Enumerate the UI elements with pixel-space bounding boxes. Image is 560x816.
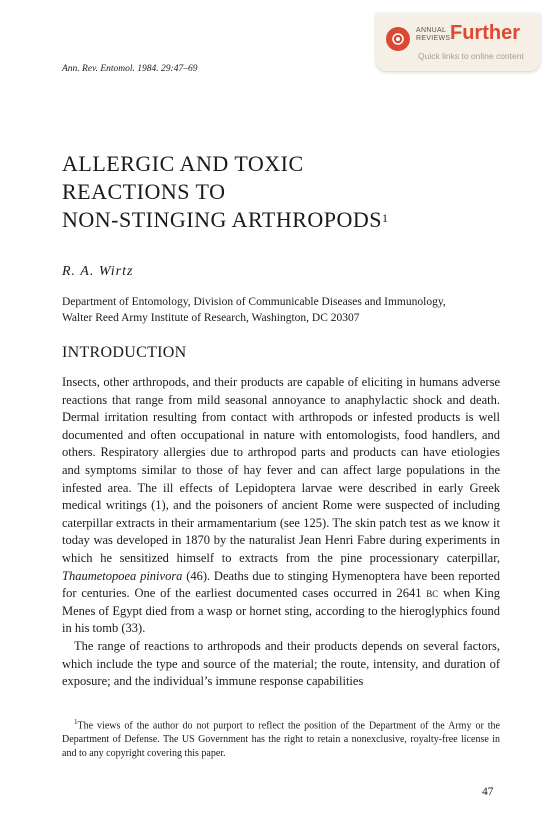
logo-mark-icon [392,33,404,45]
title-footnote-mark[interactable]: 1 [382,211,389,225]
paragraph-1-part-b: (46). Deaths due to stinging Hymenoptera have been reported for centuries. One of the earliest documented cases occurred in 2641 [62,568,500,601]
body-text [62,374,500,691]
author-name: R. A. Wirtz [62,264,134,279]
footnote [62,715,500,761]
affiliation-line-2: Walter Reed Army Institute of Research, Washington, DC 20307 [62,312,360,324]
author-affiliation [62,294,502,326]
paragraph-1-part-a: Insects, other arthropods, and their products are capable of eliciting in humans adverse reactions that range from mild seasonal annoyance to anaphylactic shock and death. Dermal irritation resulting from contact with arthropods or infested products is well documented and often occupational in nature with entomologists, food handlers, and others. Respiratory allergies due to arthropod parts and products can have etiologies and symptoms similar to those of hay fever and can affect large populations in the infested area. The ill effects of Lepidoptera larvae were described in early Greek medical writings (1), and the poisoners of ancient Rome were suspected of including caterpillar extracts in their armamentarium (see 125). The skin patch test as we know it today was developed in 1870 by the naturalist Jean Henri Fabre during experiments in which he sensitized himself to extracts from the pine processionary caterpillar, [62,375,500,565]
affiliation-line-1: Department of Entomology, Division of Communicable Diseases and Immunology, [62,296,446,308]
banner-subtitle: Quick links to online content [418,51,524,61]
title-line-3-text: NON-STINGING ARTHROPODS [62,207,383,232]
title-line-2: REACTIONS TO [62,179,226,204]
banner-brand-text [416,27,450,43]
paragraph-1-part-c: when King Menes of Egypt died from a wasp or hornet sting, according to the hieroglyphics found in his tomb (33). [62,586,500,636]
article-title [62,150,389,234]
further-banner[interactable] [376,13,540,71]
footnote-mark: 1 [74,718,78,726]
title-line-3 [62,206,389,234]
banner-brand-line2: REVIEWS [416,35,451,42]
title-line-1: ALLERGIC AND TOXIC [62,151,304,176]
footnote-text: The views of the author do not purport to reflect the position of the Department of the Army or the Department of Defense. The US Government has the right to retain a nonexclusive, royalty-free license in and to any copyright covering this paper. [62,720,500,760]
species-name: Thaumetopoea pinivora [62,568,183,583]
section-heading: INTRODUCTION [62,344,187,361]
banner-brand-line1: ANNUAL [416,27,447,34]
annual-reviews-logo-icon [386,27,410,51]
paragraph-2: The range of reactions to arthropods and their products depends on several factors, which include the type and source of the material; the route, intensity, and duration of exposure; and the individual’s immune response capabilities [62,638,500,689]
page-number: 47 [482,786,494,798]
era-abbreviation: bc [426,586,439,601]
paragraph-1 [62,374,500,638]
banner-further-text: Further [450,22,520,44]
journal-citation: Ann. Rev. Entomol. 1984. 29:47–69 [62,64,198,74]
